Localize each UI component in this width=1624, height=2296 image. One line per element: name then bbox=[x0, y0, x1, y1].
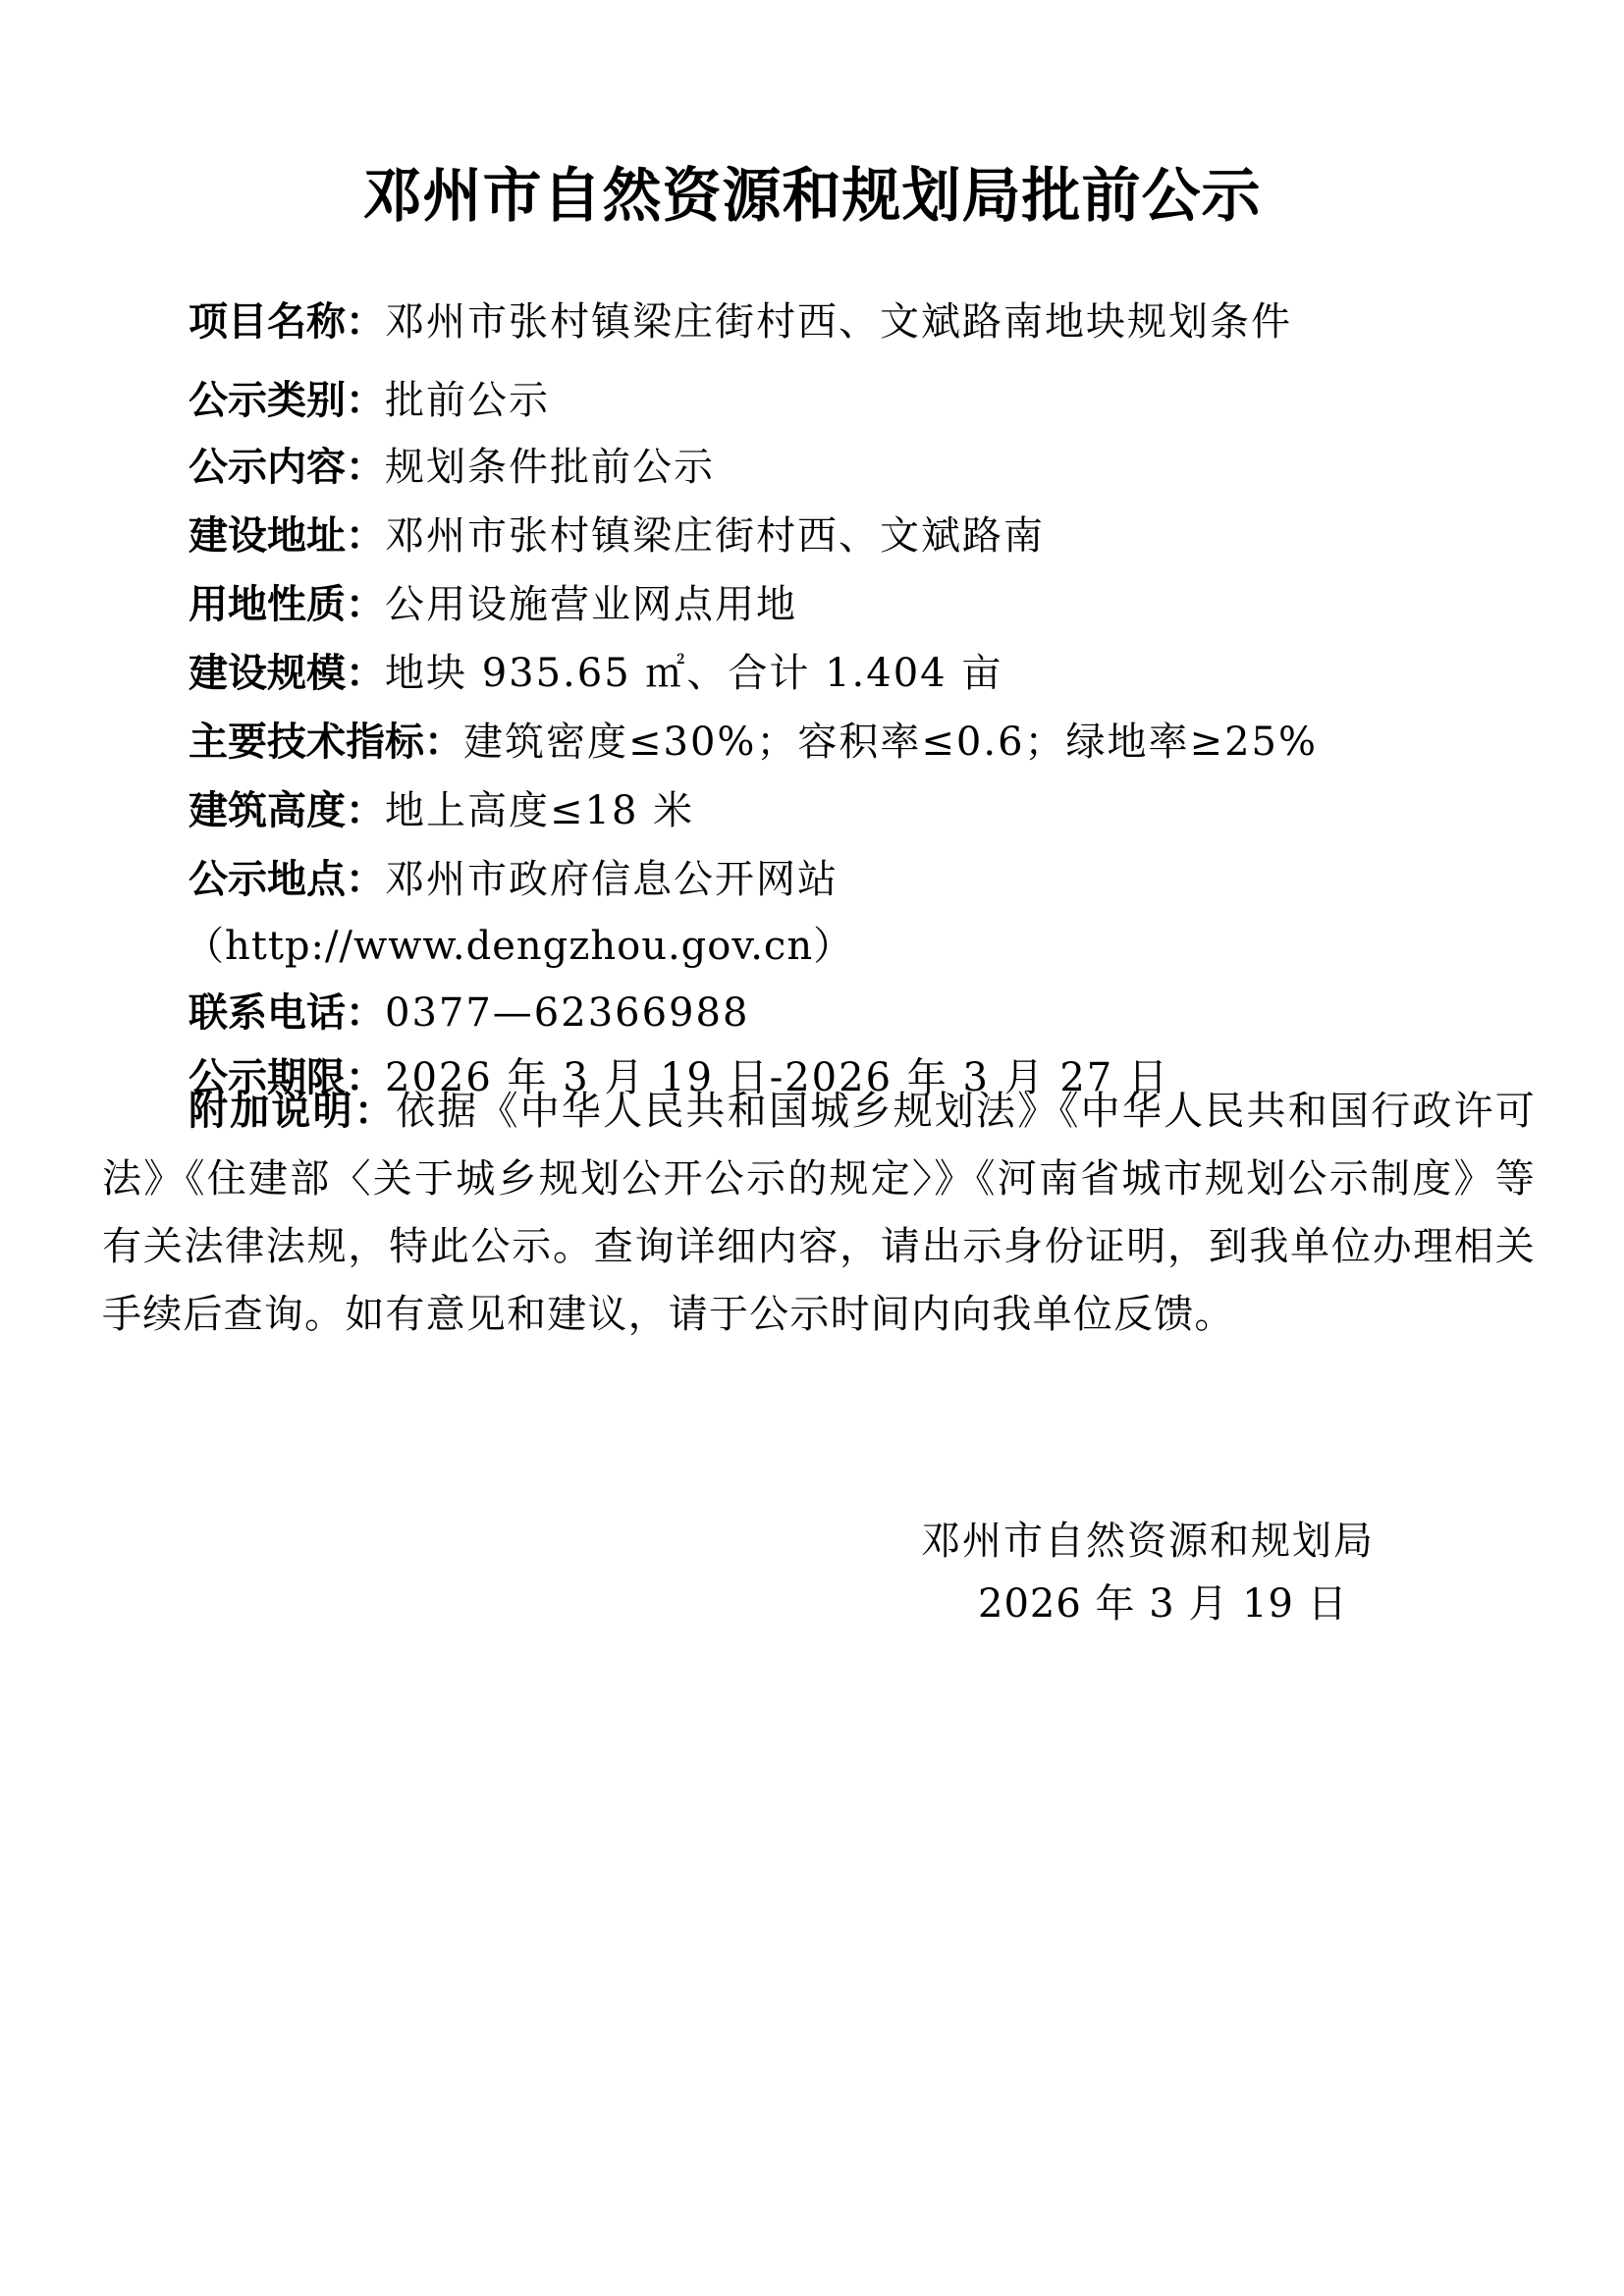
field-value: 0377—62366988 bbox=[385, 990, 750, 1036]
field-value: 建筑密度≤30%；容积率≤0.6；绿地率≥25% bbox=[463, 720, 1318, 765]
website-url: （http://www.dengzhou.gov.cn） bbox=[185, 924, 854, 969]
field-construction-address bbox=[189, 508, 1045, 563]
field-label: 公示内容： bbox=[189, 445, 385, 490]
field-land-use bbox=[189, 577, 797, 632]
field-technical-indicators bbox=[189, 715, 1318, 770]
field-label: 建设地址： bbox=[189, 513, 385, 559]
document-title: 邓州市自然资源和规划局批前公示 bbox=[362, 162, 1262, 231]
field-value: 地上高度≤18 米 bbox=[385, 788, 695, 833]
field-construction-scale bbox=[189, 646, 1002, 701]
field-building-height bbox=[189, 783, 694, 838]
field-label: 建设规模： bbox=[189, 651, 385, 696]
field-label: 联系电话： bbox=[189, 990, 385, 1036]
field-contact-phone bbox=[189, 986, 749, 1041]
signature-organization: 邓州市自然资源和规划局 bbox=[921, 1519, 1375, 1564]
field-label: 公示类别： bbox=[189, 378, 385, 423]
signature-date: 2026 年 3 月 19 日 bbox=[978, 1581, 1348, 1627]
field-value: 邓州市张村镇梁庄街村西、文斌路南 bbox=[385, 513, 1045, 559]
field-value: 地块 935.65 ㎡、合计 1.404 亩 bbox=[385, 651, 1003, 696]
field-label: 建筑高度： bbox=[189, 788, 385, 833]
field-value: 规划条件批前公示 bbox=[385, 445, 715, 490]
additional-note bbox=[102, 1078, 1536, 1349]
field-value: 批前公示 bbox=[385, 378, 550, 423]
field-notice-content bbox=[189, 440, 715, 495]
note-label: 附加说明： bbox=[189, 1089, 397, 1134]
field-notice-type bbox=[189, 373, 550, 428]
note-text: 依据《中华人民共和国城乡规划法》《中华人民共和国行政许可法》《住建部〈关于城乡规划公开公示的规定〉》《河南省城市规划公示制度》等有关法律法规，特此公示。查询详细内容，请出示身份证明，到我单位办理相关手续后查询。如有意见和建议，请于公示时间内向我单位反馈。 bbox=[102, 1089, 1536, 1337]
field-value: 邓州市张村镇梁庄街村西、文斌路南地块规划条件 bbox=[385, 299, 1292, 345]
field-value: 2026 年 3 月 19 日-2026 年 3 月 27 日 bbox=[385, 1055, 1169, 1100]
field-project-name bbox=[189, 294, 1292, 349]
field-label: 公示地点： bbox=[189, 857, 385, 902]
field-label: 项目名称： bbox=[189, 299, 385, 345]
field-notice-location bbox=[189, 852, 839, 907]
field-label: 用地性质： bbox=[189, 582, 385, 627]
field-value: 邓州市政府信息公开网站 bbox=[385, 857, 839, 902]
field-label: 公示期限： bbox=[189, 1055, 385, 1100]
field-label: 主要技术指标： bbox=[189, 720, 463, 765]
field-value: 公用设施营业网点用地 bbox=[385, 582, 797, 627]
